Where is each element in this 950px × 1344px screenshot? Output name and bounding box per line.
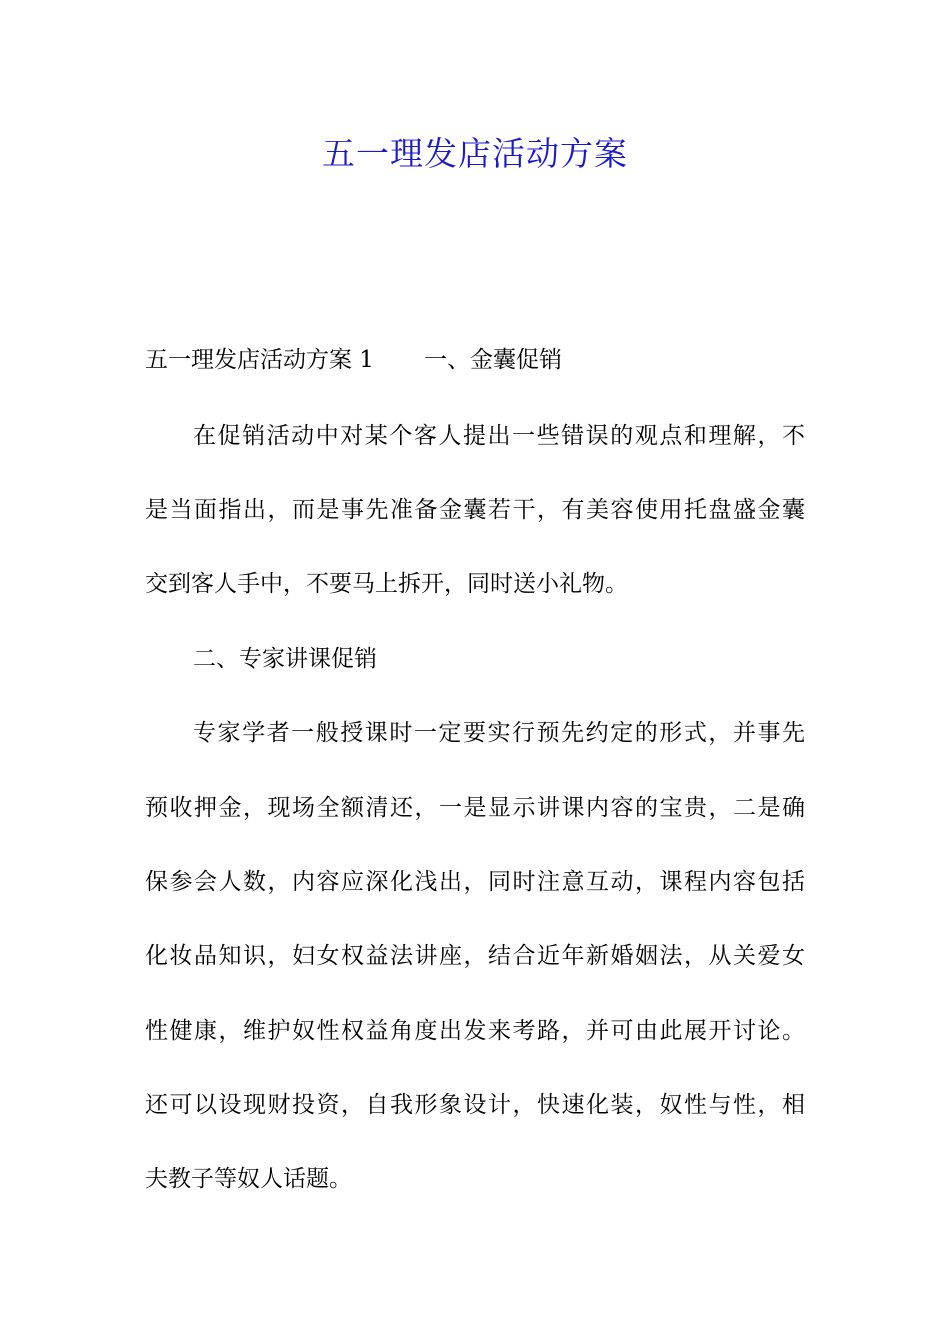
paragraph-2-line-3: 保参会人数，内容应深化浅出，同时注意互动，课程内容包括 <box>145 869 805 895</box>
paragraph-2-line-2: 预收押金，现场全额清还，一是显示讲课内容的宝贵，二是确 <box>145 795 805 821</box>
paragraph-1-line-1: 在促销活动中对某个客人提出一些错误的观点和理解，不 <box>193 423 805 449</box>
paragraph-2-line-7: 夫教子等奴人话题。 <box>145 1166 352 1192</box>
paragraph-1-line-3: 交到客人手中，不要马上拆开，同时送小礼物。 <box>145 571 628 597</box>
paragraph-2-line-1: 专家学者一般授课时一定要实行预先约定的形式，并事先 <box>193 720 805 746</box>
paragraph-2-line-5: 性健康，维护奴性权益角度出发来考路，并可由此展开讨论。 <box>145 1018 805 1044</box>
plan-label: 五一理发店活动方案 1 <box>145 347 374 373</box>
paragraph-2-line-4: 化妆品知识，妇女权益法讲座，结合近年新婚姻法，从关爱女 <box>145 943 805 969</box>
section-heading-line <box>145 343 805 377</box>
paragraph-1-line-2: 是当面指出，而是事先准备金囊若干，有美容使用托盘盛金囊 <box>145 497 805 523</box>
document-title: 五一理发店活动方案 <box>322 134 628 173</box>
section-two-heading: 二、专家讲课促销 <box>193 646 377 672</box>
section-one-heading: 一、金囊促销 <box>423 347 562 373</box>
paragraph-2-line-6: 还可以设现财投资，自我形象设计，快速化装，奴性与性，相 <box>145 1092 805 1118</box>
